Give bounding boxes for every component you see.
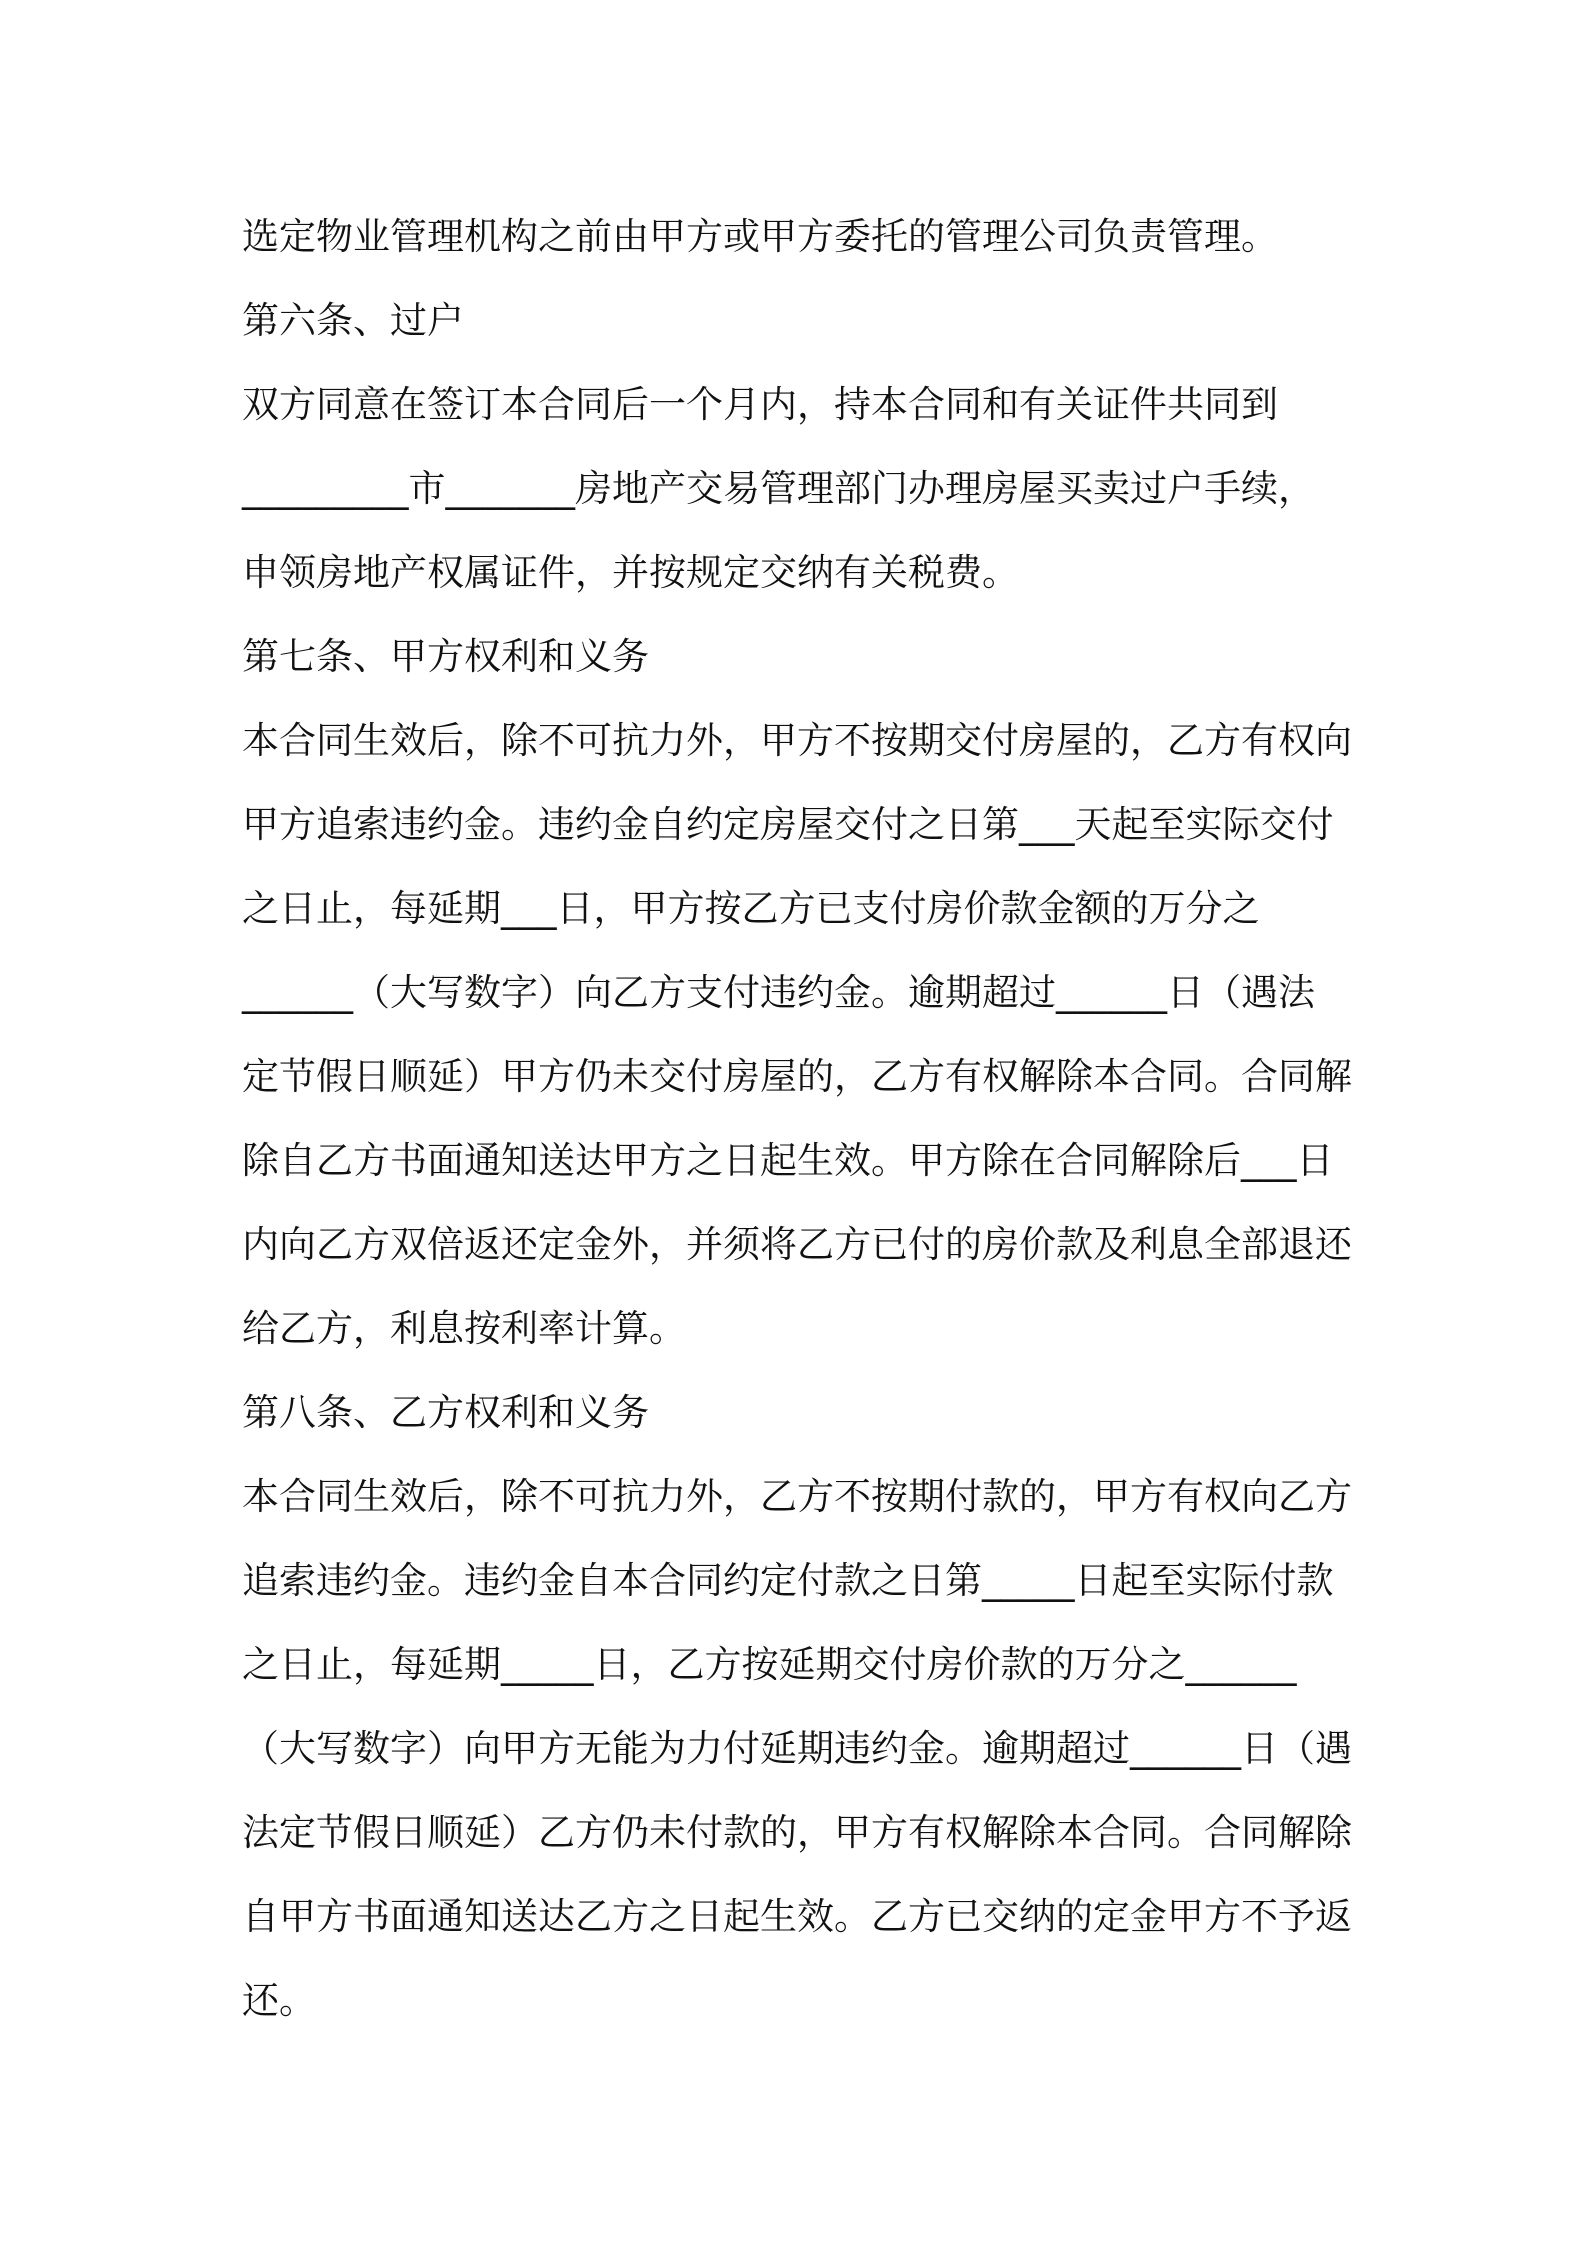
text-line: 追索违约金。违约金自本合同约定付款之日第_____日起至实际付款 — [242, 1559, 1334, 1602]
text-line: （大写数字）向甲方无能为力付延期违约金。逾期超过______日（遇 — [242, 1727, 1352, 1770]
article-7-heading: 第七条、甲方权利和义务 — [242, 635, 649, 678]
text-line: 给乙方，利息按利率计算。 — [242, 1307, 686, 1350]
text-line: 内向乙方双倍返还定金外，并须将乙方已付的房价款及利息全部退还 — [242, 1223, 1352, 1266]
article-6-heading: 第六条、过户 — [242, 299, 464, 342]
text-line: 选定物业管理机构之前由甲方或甲方委托的管理公司负责管理。 — [242, 215, 1278, 258]
text-line: _________市_______房地产交易管理部门办理房屋买卖过户手续， — [242, 467, 1315, 510]
text-line: 除自乙方书面通知送达甲方之日起生效。甲方除在合同解除后___日 — [242, 1139, 1334, 1182]
article-8-heading: 第八条、乙方权利和义务 — [242, 1391, 649, 1434]
text-line: 还。 — [242, 1979, 316, 2022]
contract-text — [242, 195, 1357, 2043]
text-line: 本合同生效后，除不可抗力外，乙方不按期付款的，甲方有权向乙方 — [242, 1475, 1352, 1518]
text-line: 本合同生效后，除不可抗力外，甲方不按期交付房屋的，乙方有权向 — [242, 719, 1352, 762]
text-line: 之日止，每延期_____日，乙方按延期交付房价款的万分之______ — [242, 1643, 1297, 1686]
text-line: 定节假日顺延）甲方仍未交付房屋的，乙方有权解除本合同。合同解 — [242, 1055, 1352, 1098]
text-line: 法定节假日顺延）乙方仍未付款的，甲方有权解除本合同。合同解除 — [242, 1811, 1352, 1854]
text-line: 甲方追索违约金。违约金自约定房屋交付之日第___天起至实际交付 — [242, 803, 1334, 846]
text-line: 申领房地产权属证件，并按规定交纳有关税费。 — [242, 551, 1019, 594]
text-line: 自甲方书面通知送达乙方之日起生效。乙方已交纳的定金甲方不予返 — [242, 1895, 1352, 1938]
text-line: ______（大写数字）向乙方支付违约金。逾期超过______日（遇法 — [242, 971, 1315, 1014]
text-line: 之日止，每延期___日，甲方按乙方已支付房价款金额的万分之 — [242, 887, 1260, 930]
text-line: 双方同意在签订本合同后一个月内，持本合同和有关证件共同到 — [242, 383, 1278, 426]
